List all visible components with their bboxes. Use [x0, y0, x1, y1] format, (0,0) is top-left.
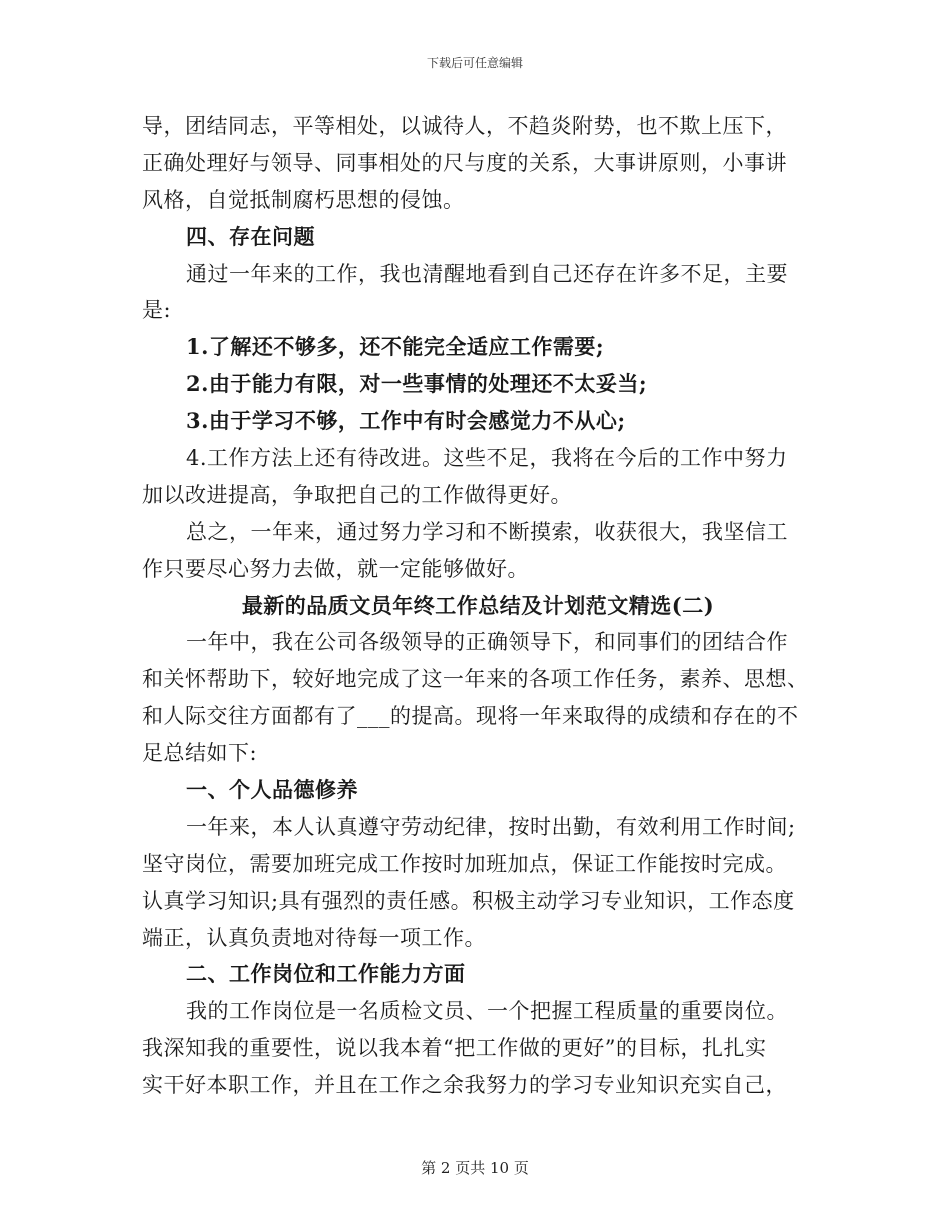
heading-line: 二、工作岗位和工作能力方面: [186, 961, 466, 987]
section-title: 最新的品质文员年终工作总结及计划范文精选(二): [241, 592, 715, 618]
heading-line: 1.了解还不够多，还不能完全适应工作需要;: [186, 334, 605, 360]
paragraph-line: 实干好本职工作，并且在工作之余我努力的学习专业知识充实自己，: [142, 1073, 787, 1098]
paragraph-line: 坚守岗位，需要加班完成工作按时加班加点，保证工作能按时完成。: [142, 851, 787, 876]
paragraph-line: 作只要尽心努力去做，就一定能够做好。: [142, 556, 529, 581]
paragraph-line: 导，团结同志，平等相处，以诚待人，不趋炎附势，也不欺上压下，: [142, 114, 787, 138]
document-body: [142, 108, 814, 1104]
paragraph-line: 加以改进提高，争取把自己的工作做得更好。: [142, 482, 572, 507]
heading-line: 3.由于学习不够，工作中有时会感觉力不从心;: [186, 408, 626, 434]
paragraph-line: 和人际交往方面都有了___的提高。现将一年来取得的成绩和存在的不: [142, 704, 799, 729]
paragraph-line: 总之，一年来，通过努力学习和不断摸索，收获很大，我坚信工: [186, 519, 788, 544]
paragraph-line: 我深知我的重要性，说以我本着“把工作做的更好”的目标，扎扎实: [142, 1036, 767, 1061]
paragraph-line: 端正，认真负责地对待每一项工作。: [142, 925, 486, 950]
paragraph-line: 一年来，本人认真遵守劳动纪律，按时出勤，有效利用工作时间;: [186, 814, 796, 839]
paragraph-line: 是:: [142, 298, 172, 323]
paragraph-line: 足总结如下:: [142, 741, 258, 766]
heading-line: 一、个人品德修养: [186, 777, 358, 803]
paragraph-line: 正确处理好与领导、同事相处的尺与度的关系，大事讲原则，小事讲: [142, 150, 787, 175]
paragraph-line: 通过一年来的工作，我也清醒地看到自己还存在许多不足，主要: [186, 261, 788, 286]
paragraph-line: 4.工作方法上还有待改进。这些不足，我将在今后的工作中努力: [186, 446, 788, 471]
paragraph-line: 和关怀帮助下，较好地完成了这一年来的各项工作任务，素养、思想、: [142, 667, 809, 692]
page-footer: 第 2 页共 10 页: [421, 1159, 529, 1177]
paragraph-line: 认真学习知识;具有强烈的责任感。积极主动学习专业知识，工作态度: [142, 888, 795, 913]
paragraph-line: 一年中，我在公司各级领导的正确领导下，和同事们的团结合作: [186, 630, 788, 655]
heading-line: 四、存在问题: [186, 223, 315, 249]
heading-line: 2.由于能力有限，对一些事情的处理还不太妥当;: [186, 371, 648, 397]
paragraph-line: 我的工作岗位是一名质检文员、一个把握工程质量的重要岗位。: [186, 999, 788, 1024]
paragraph-line: 风格，自觉抵制腐朽思想的侵蚀。: [142, 187, 465, 212]
page-header: 下载后可任意编辑: [426, 56, 523, 70]
